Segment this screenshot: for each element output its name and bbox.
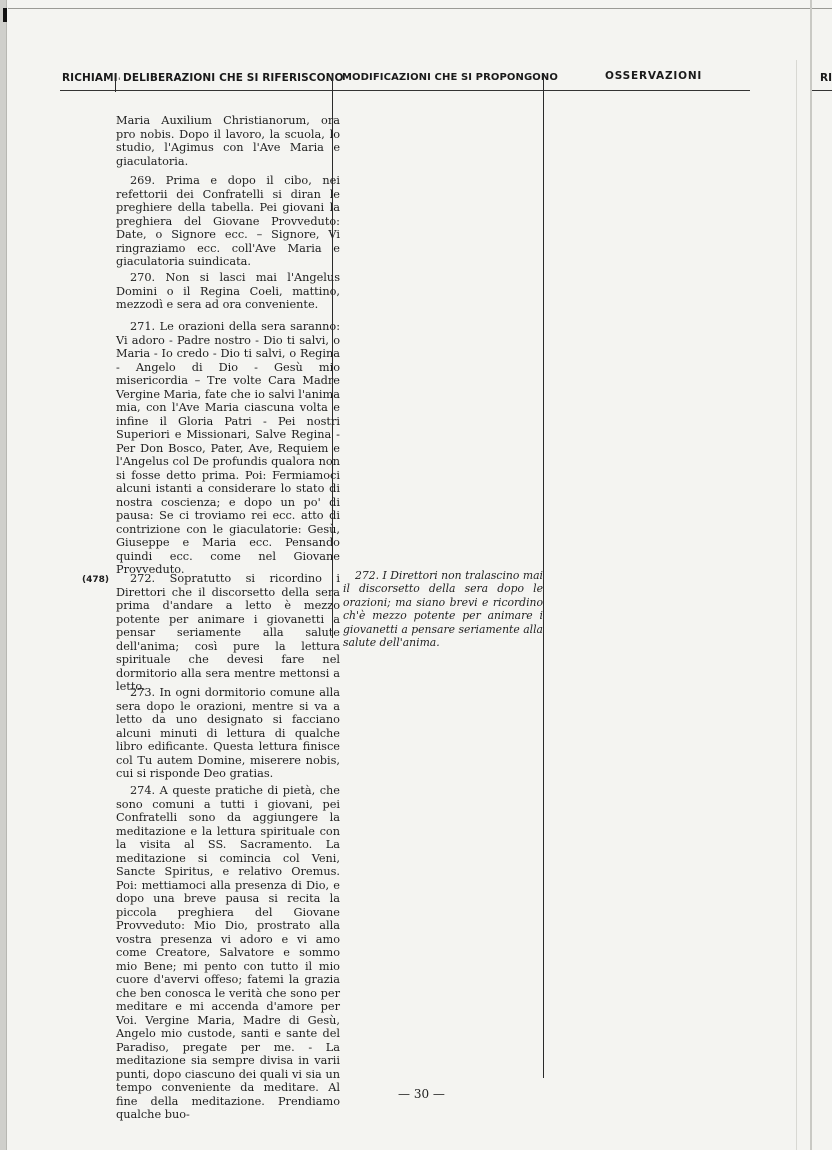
book-spine (0, 0, 7, 1150)
richiami-ref: (478) (82, 575, 110, 585)
paragraph-270: 270. Non si lasci mai l'Angelus Domini o il Regina Coeli, mattino, mezzodì e sera ad ora conveniente. (116, 271, 340, 311)
header-next-page: RI (820, 72, 832, 84)
paragraph-272: 272. Sopratutto si ricordino i Direttori che il discorsetto della sera prima d'andare a letto è mezzo potente per animare i giovanetti a pensar seriamente alla salute dell'anima; così pure la lettura spirituale che devesi fare nel dormitorio alla sera mentre mettonsi a letto. (116, 572, 340, 693)
header-tick: ' (118, 77, 121, 87)
spine-mark (3, 8, 7, 22)
next-page-edge (810, 0, 812, 1150)
header-rule-next (812, 90, 832, 91)
paragraph-273: 273. In ogni dormitorio comune alla sera dopo le orazioni, mentre si va a letto da uno designato si facciano alcuni minuti di lettura di qualche libro edificante. Questa lettura finisce col Tu autem Domine, miserere nobis, cui si risponde Deo gratias. (116, 686, 340, 780)
header-richiami: RICHIAMI (62, 72, 118, 84)
paragraph-271: 271. Le orazioni della sera saranno: Vi adoro - Padre nostro - Dio ti salvi, o Maria - Io credo - Dio ti salvi, o Regina - Angelo di Dio - Gesù mio misericordia – Tre volte Cara Madre Vergine Maria, fate che io salvi l'anima mia, con l'Ave Maria ciascuna volta e infine il Gloria Patri - Pei nostri Superiori e Missionari, Salve Regina - Per Don Bosco, Pater, Ave, Requiem e l'Angelus col De profundis qualora non si fosse detto prima. Poi: Fermiamoci alcuni istanti a considerare lo stato di nostra coscienza; e dopo un po' di pausa: Se ci troviamo rei ecc. atto di contrizione con le giaculatorie: Gesù, Giuseppe e Maria ecc. Pensando quindi ecc. come nel Giovane Provveduto. (116, 320, 340, 576)
header-modificazioni: MODIFICAZIONI CHE SI PROPONGONO (342, 72, 558, 83)
page-fold-line (796, 60, 797, 1150)
paragraph-continued: Maria Auxilium Christianorum, ora pro nobis. Dopo il lavoro, la scuola, lo studio, l'Agimus con l'Ave Maria e giaculatoria. (116, 114, 340, 168)
header-rule (60, 90, 750, 91)
header-osservazioni: OSSERVAZIONI (605, 70, 703, 82)
page-number: — 30 — (398, 1087, 445, 1101)
header-deliberazioni: DELIBERAZIONI CHE SI RIFERISCONO (123, 72, 344, 84)
modification-272: 272. I Direttori non tralascino mai il discorsetto della sera dopo le orazioni; ma siano brevi e ricordino ch'è mezzo potente per animare i giovanetti a pensare seriamente alla salute dell'anima. (343, 569, 543, 650)
paragraph-269: 269. Prima e dopo il cibo, nei refettorii dei Confratelli si diran le preghiere della tabella. Pei giovani la preghiera del Giovane Provveduto: Date, o Signore ecc. – Signore, Vi ringraziamo ecc. coll'Ave Maria e giaculatoria suindicata. (116, 174, 340, 268)
column-divider-2 (543, 76, 544, 1078)
top-rule (8, 8, 832, 9)
header-divider (115, 80, 116, 92)
paragraph-274: 274. A queste pratiche di pietà, che sono comuni a tutti i giovani, pei Confratelli sono da aggiungere la meditazione e la lettura spirituale con la visita al SS. Sacramento. La meditazione si comincia col Veni, Sancte Spiritus, e relativo Oremus. Poi: mettiamoci alla presenza di Dio, e dopo una breve pausa si recita la piccola preghiera del Giovane Provveduto: Mio Dio, prostrato alla vostra presenza vi adoro e vi amo come Creatore, Salvatore e sommo mio Bene; mi pento con tutto il mio cuore d'avervi offeso; fatemi la grazia che ben conosca le verità che sono per meditare e mi accenda d'amore per Voi. Vergine Maria, Madre di Gesù, Angelo mio custode, santi e sante del Paradiso, pregate per me. - La meditazione sia sempre divisa in varii punti, dopo ciascuno dei quali vi sia un tempo conveniente da meditare. Al fine della meditazione. Prendiamo qualche buo- (116, 784, 340, 1121)
